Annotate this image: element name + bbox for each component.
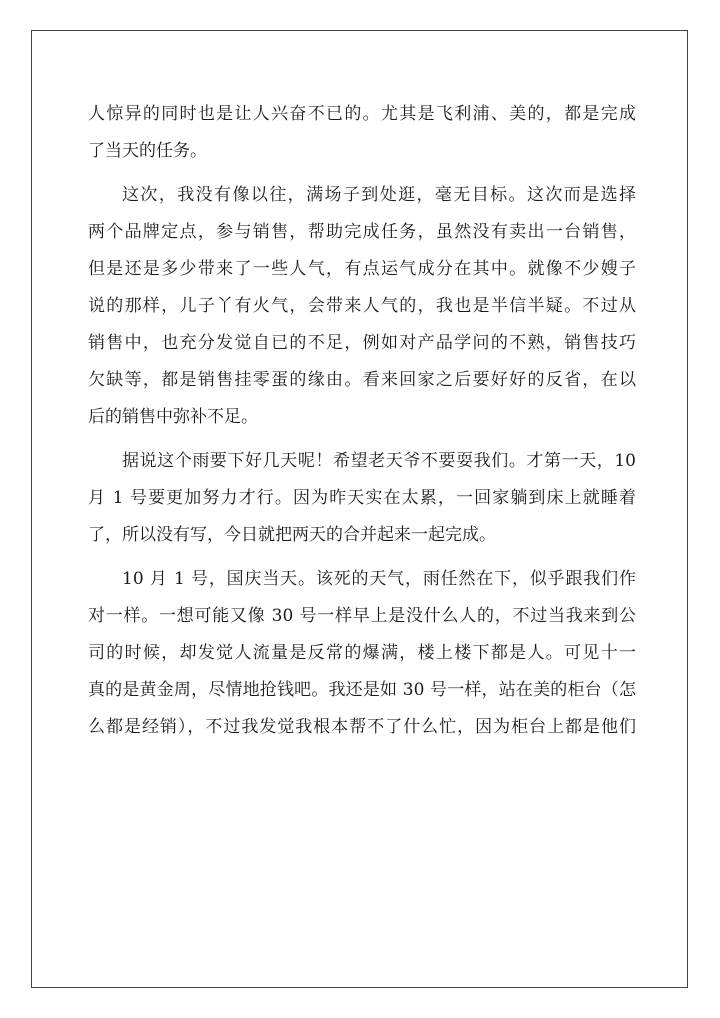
text-line: 两个品牌定点，参与销售，帮助完成任务，虽然没有卖出一台销售，	[88, 222, 636, 242]
text-line: 对一样。一想可能又像 30 号一样早上是没什么人的，不过当我来到公	[88, 606, 636, 626]
text-line: 后的销售中弥补不足。	[88, 407, 258, 427]
text-line: 月 1 号要更加努力才行。因为昨天实在太累，一回家躺到床上就睡着	[88, 488, 636, 508]
text-line: 但是还是多少带来了一些人气，有点运气成分在其中。就像不少嫂子	[88, 259, 636, 279]
text-line: 了当天的任务。	[88, 141, 207, 161]
text-line: 据说这个雨要下好几天呢！希望老天爷不要耍我们。才第一天，10	[122, 451, 636, 471]
text-line: 了，所以没有写，今日就把两天的合并起来一起完成。	[88, 525, 496, 545]
text-line: 说的那样，儿子丫有火气，会带来人气的，我也是半信半疑。不过从	[88, 296, 636, 316]
text-line: 司的时候，却发觉人流量是反常的爆满，楼上楼下都是人。可见十一	[88, 643, 636, 663]
text-line: 人惊异的同时也是让人兴奋不已的。尤其是飞利浦、美的，都是完成	[88, 104, 636, 124]
document-body	[88, 96, 636, 746]
text-line: 10 月 1 号，国庆当天。该死的天气，雨任然在下，似乎跟我们作	[122, 569, 636, 589]
text-line: 销售中，也充分发觉自已的不足，例如对产品学问的不熟，销售技巧	[88, 333, 636, 353]
text-line: 欠缺等，都是销售挂零蛋的缘由。看来回家之后要好好的反省，在以	[88, 370, 636, 390]
text-line: 么都是经销），不过我发觉我根本帮不了什么忙，因为柜台上都是他们	[88, 717, 636, 737]
text-line: 这次，我没有像以往，满场子到处逛，毫无目标。这次而是选择	[122, 185, 636, 205]
text-line: 真的是黄金周，尽情地抢钱吧。我还是如 30 号一样，站在美的柜台（怎	[88, 680, 636, 700]
